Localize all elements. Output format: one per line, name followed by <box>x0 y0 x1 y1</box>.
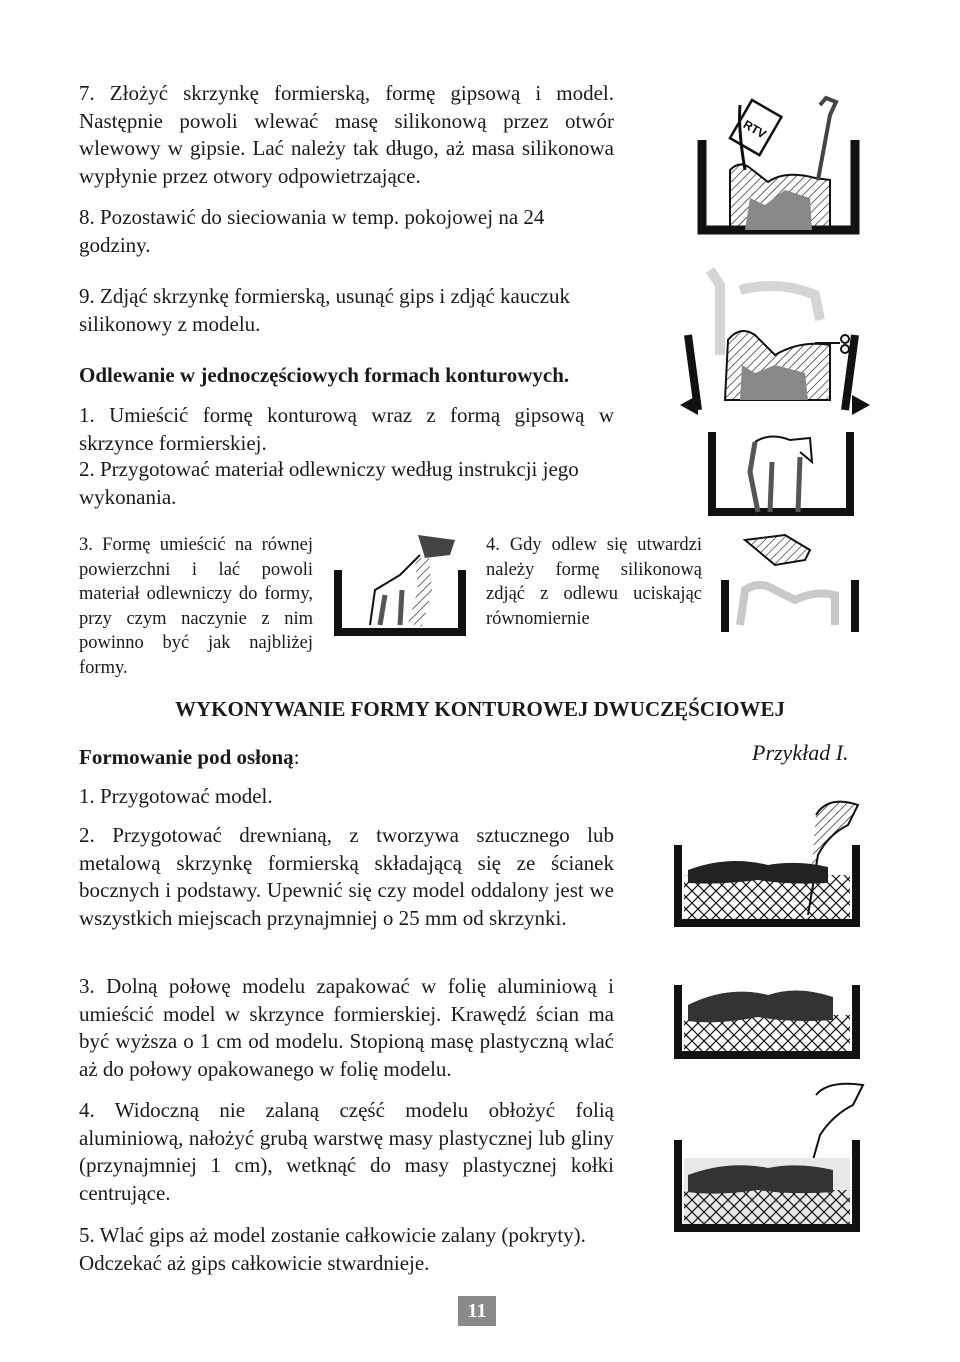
section-step-2-text: 2. Przygotować drewnianą, z tworzywa sztucznego lub metalową skrzynkę formierską składającą się ze ścianek bocznych i podstawy. Upewnić się czy model oddalony jest we wszystkich miejscach przynajmniej o 25 mm od skrzynki. <box>79 823 614 930</box>
step-7-text: 7. Złożyć skrzynkę formierską, formę gipsową i model. Następnie powoli wlewać masę silikonową przez otwór wlewowy w gipsie. Lać należy tak długo, aż masa silikonowa wypłynie przez otwory odpowietrzające. <box>79 81 614 188</box>
contour-step-3-text: 3. Formę umieścić na równej powierzchni i lać powoli materiał odlewniczy do formy, przy czym naczynie z nim powinno być jak najbliżej formy. <box>79 535 313 678</box>
pour-casting-illustration <box>330 530 470 640</box>
pour-silicone-illustration <box>690 70 880 250</box>
box-model-illustration-1 <box>668 795 868 935</box>
step-9-text: 9. Zdjąć skrzynkę formierską, usunąć gips i zdjąć kauczuk silikonowy z modelu. <box>79 284 570 336</box>
example-label: Przykład I. <box>752 740 849 765</box>
subheading: Formowanie pod osłoną <box>79 745 294 769</box>
section-title: WYKONYWANIE FORMY KONTUROWEJ DWUCZĘŚCIOWEJ <box>174 697 785 721</box>
page-number: 11 <box>458 1296 496 1326</box>
subheading-line <box>79 744 479 772</box>
contour-step-4-text: 4. Gdy odlew się utwardzi należy formę silikonową zdjąć z odlewu uciskając równomiernie <box>486 535 702 629</box>
section-step-1-text: 1. Przygotować model. <box>79 784 273 808</box>
silicone-can-icon <box>730 100 781 155</box>
contour-mold-illustration <box>700 432 860 524</box>
cut-mold-illustration <box>680 265 870 425</box>
subheading-colon: : <box>293 745 300 769</box>
section-step-5-text: 5. Wlać gips aż model zostanie całkowicie zalany (pokryty). Odczekać aż gips całkowicie stwardnieje. <box>79 1223 586 1275</box>
section-step-3-text: 3. Dolną połowę modelu zapakować w folię aluminiową i umieścić model w skrzynce formierskiej. Krawędź ścian ma być wyższa o 1 cm od modelu. Stopioną masę plastyczną wlać aż do połowy opakowanego w folię modelu. <box>79 974 614 1081</box>
spatula-icon <box>818 98 836 180</box>
contour-heading: Odlewanie w jednoczęściowych formach konturowych. <box>79 363 570 387</box>
contour-step-1-text: 1. Umieścić formę konturową wraz z formą gipsową w skrzynce formierskiej. <box>79 403 614 455</box>
section-step-4-text: 4. Widoczną nie zalaną część modelu obłożyć folią aluminiową, nałożyć grubą warstwę masy plastycznej lub gliny (przynajmniej 1 cm), wetknąć do masy plastycznej kołki centrujące. <box>79 1098 614 1205</box>
can-label: RTV <box>740 117 769 142</box>
remove-cast-illustration <box>715 530 865 640</box>
box-model-illustration-2 <box>668 945 868 1065</box>
box-model-illustration-3 <box>668 1080 868 1240</box>
step-8-text: 8. Pozostawić do sieciowania w temp. pokojowej na 24 godziny. <box>79 205 545 257</box>
contour-step-2-text: 2. Przygotować materiał odlewniczy według instrukcji jego wykonania. <box>79 457 579 509</box>
pouring-cup-icon <box>418 535 455 558</box>
